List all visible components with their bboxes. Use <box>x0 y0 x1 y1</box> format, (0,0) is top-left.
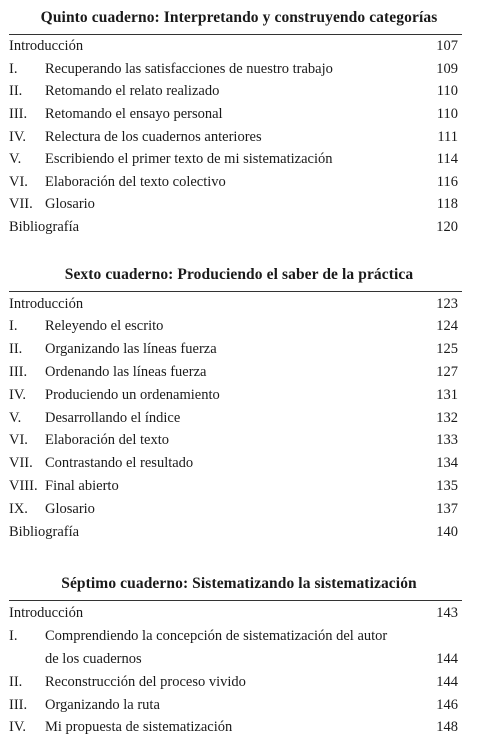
toc-entry <box>0 151 478 173</box>
entry-page: 114 <box>436 151 458 167</box>
entry-number: III. <box>9 364 28 380</box>
entry-page: 144 <box>436 674 458 690</box>
toc-entry <box>0 697 478 719</box>
entry-number: III. <box>9 697 28 713</box>
entry-page: 110 <box>436 83 458 99</box>
toc-entry <box>0 524 478 546</box>
entry-number: IX. <box>9 501 28 517</box>
entry-label: Final abierto <box>45 478 119 494</box>
entry-page: 135 <box>436 478 458 494</box>
toc-entry <box>0 196 478 218</box>
entry-page: 146 <box>436 697 458 713</box>
entry-label: de los cuadernos <box>45 651 142 667</box>
toc-entry <box>0 478 478 500</box>
section-rule <box>9 291 462 292</box>
entry-label: Relectura de los cuadernos anteriores <box>45 129 262 145</box>
toc-entry <box>0 674 478 696</box>
entry-number: VII. <box>9 196 33 212</box>
entry-label: Elaboración del texto colectivo <box>45 174 226 190</box>
entry-page: 127 <box>436 364 458 380</box>
toc-entry <box>0 341 478 363</box>
toc-entry <box>0 651 478 673</box>
entry-page: 125 <box>436 341 458 357</box>
toc-entry <box>0 719 478 741</box>
entry-number: VII. <box>9 455 33 471</box>
section-title: Quinto cuaderno: Interpretando y construyendo categorías <box>40 9 438 26</box>
toc-entry <box>0 410 478 432</box>
entry-number: VI. <box>9 432 28 448</box>
toc-entry <box>0 219 478 241</box>
entry-page: 109 <box>436 61 458 77</box>
entry-number: II. <box>9 341 23 357</box>
entry-label: Elaboración del texto <box>45 432 170 448</box>
entry-label: Glosario <box>45 196 95 212</box>
entry-label: Ordenando las líneas fuerza <box>45 364 207 380</box>
entry-label: Introducción <box>9 38 84 54</box>
entry-label: Desarrollando el índice <box>45 410 181 426</box>
entry-label: Contrastando el resultado <box>45 455 194 471</box>
entry-page: 110 <box>436 106 458 122</box>
entry-number: II. <box>9 674 23 690</box>
toc-entry <box>0 106 478 128</box>
entry-page: 116 <box>436 174 458 190</box>
entry-label: Reconstrucción del proceso vivido <box>45 674 246 690</box>
entry-number: VI. <box>9 174 28 190</box>
entry-label: Organizando la ruta <box>45 697 160 713</box>
entry-page: 131 <box>436 387 458 403</box>
entry-label: Produciendo un ordenamiento <box>45 387 220 403</box>
toc-entry <box>0 174 478 196</box>
section-rule <box>9 34 462 35</box>
entry-label: Mi propuesta de sistematización <box>45 719 233 735</box>
entry-page: 132 <box>436 410 458 426</box>
entry-page: 124 <box>436 318 458 334</box>
entry-page: 148 <box>436 719 458 735</box>
toc-entry <box>0 129 478 151</box>
entry-label: Organizando las líneas fuerza <box>45 341 217 357</box>
entry-number: IV. <box>9 387 27 403</box>
entry-label: Bibliografía <box>9 524 80 540</box>
entry-number: I. <box>9 318 18 334</box>
entry-number: II. <box>9 83 23 99</box>
entry-label: Introducción <box>9 605 84 621</box>
entry-page: 107 <box>436 38 458 54</box>
entry-number: IV. <box>9 129 27 145</box>
toc-entry <box>0 387 478 409</box>
toc-entry <box>0 83 478 105</box>
entry-label: Bibliografía <box>9 219 80 235</box>
toc-entry <box>0 628 478 650</box>
entry-number: IV. <box>9 719 27 735</box>
toc-entry <box>0 501 478 523</box>
entry-label: Retomando el ensayo personal <box>45 106 223 122</box>
entry-page: 133 <box>436 432 458 448</box>
toc-entry <box>0 318 478 340</box>
section-title: Sexto cuaderno: Produciendo el saber de la práctica <box>64 266 414 283</box>
toc-entry <box>0 455 478 477</box>
entry-page: 140 <box>436 524 458 540</box>
entry-number: V. <box>9 410 22 426</box>
entry-label: Comprendiendo la concepción de sistematización del autor <box>45 628 388 644</box>
entry-number: I. <box>9 628 18 644</box>
toc-entry <box>0 432 478 454</box>
entry-label: Introducción <box>9 296 84 312</box>
entry-label: Escribiendo el primer texto de mi sistematización <box>45 151 333 167</box>
entry-label: Glosario <box>45 501 95 517</box>
entry-page: 111 <box>437 129 458 145</box>
entry-page: 120 <box>436 219 458 235</box>
entry-page: 118 <box>436 196 458 212</box>
entry-number: V. <box>9 151 22 167</box>
entry-page: 137 <box>436 501 458 517</box>
toc-entry <box>0 61 478 83</box>
entry-page: 143 <box>436 605 458 621</box>
section-title: Séptimo cuaderno: Sistematizando la sistematización <box>61 575 417 592</box>
entry-number: VIII. <box>9 478 38 494</box>
toc-entry <box>0 296 478 318</box>
toc-entry <box>0 38 478 60</box>
entry-number: III. <box>9 106 28 122</box>
entry-page: 123 <box>436 296 458 312</box>
entry-page: 134 <box>436 455 458 471</box>
section-rule <box>9 600 462 601</box>
entry-label: Releyendo el escrito <box>45 318 164 334</box>
entry-label: Recuperando las satisfacciones de nuestro trabajo <box>45 61 333 77</box>
entry-label: Retomando el relato realizado <box>45 83 220 99</box>
toc-entry <box>0 364 478 386</box>
toc-entry <box>0 605 478 627</box>
entry-page: 144 <box>436 651 458 667</box>
entry-number: I. <box>9 61 18 77</box>
